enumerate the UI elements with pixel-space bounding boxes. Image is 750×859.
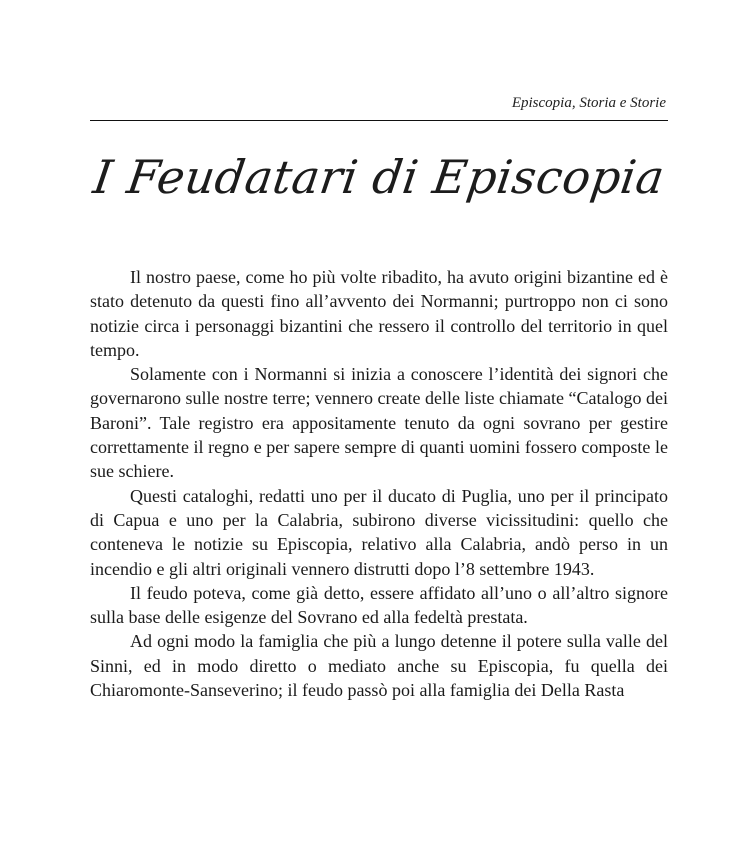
bottom-fade [0,750,750,859]
paragraph: Ad ogni modo la famiglia che più a lungo detenne il potere sulla valle del Sinni, ed in modo diretto o mediato anche su Episcopia, fu quella dei Chiaromonte-Sanseverino; il feudo passò poi alla famiglia dei Della Rasta [90,631,668,701]
chapter-title: I Feudatari di Episcopia [90,150,668,204]
body-text [90,265,668,702]
paragraph: Solamente con i Normanni si inizia a conoscere l’identità dei signori che governarono sulle nostre terre; vennero create delle liste chiamate “Catalogo dei Baroni”. Tale registro era appositamente tenuto da ogni sovrano per gestire correttamente il regno e per sapere sempre di quanti uomini fossero composte le sue schiere. [90,364,668,482]
paragraph: Il nostro paese, come ho più volte ribadito, ha avuto origini bizantine ed è stato detenuto da questi fino all’avvento dei Normanni; purtroppo non ci sono notizie circa i personaggi bizantini che ressero il controllo del territorio in quel tempo. [90,267,668,360]
header-rule [90,120,668,121]
paragraph: Il feudo poteva, come già detto, essere affidato all’uno o all’altro signore sulla base delle esigenze del Sovrano ed alla fedeltà prestata. [90,582,668,628]
paragraph: Questi cataloghi, redatti uno per il ducato di Puglia, uno per il principato di Capua e uno per la Calabria, subirono diverse vicissitudini: quello che conteneva le notizie su Episcopia, relativo alla Calabria, andò perso in un incendio e gli altri originali vennero distrutti dopo l’8 settembre 1943. [90,485,668,579]
running-header: Episcopia, Storia e Storie [511,95,666,111]
